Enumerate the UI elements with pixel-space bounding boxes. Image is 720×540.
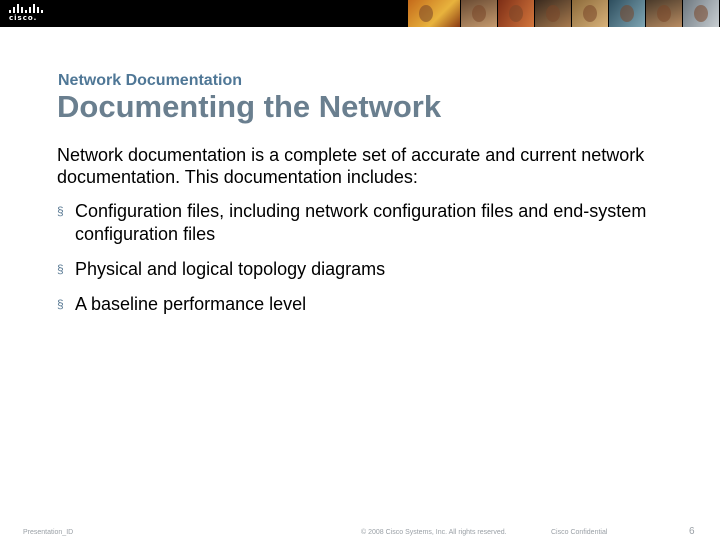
header-photo-4 bbox=[535, 0, 571, 27]
footer-copyright: © 2008 Cisco Systems, Inc. All rights reserved. bbox=[361, 529, 507, 536]
header-photo-strip bbox=[408, 0, 720, 27]
cisco-logo bbox=[9, 4, 43, 24]
bullet-item bbox=[57, 293, 657, 316]
bullet-item bbox=[57, 258, 657, 281]
header-photo-3 bbox=[498, 0, 534, 27]
cisco-logo-bars-icon bbox=[9, 4, 43, 13]
bullet-marker-icon: § bbox=[57, 262, 64, 276]
bullet-item bbox=[57, 200, 657, 246]
section-title: Network Documentation bbox=[58, 72, 243, 89]
bullet-text: Physical and logical topology diagrams bbox=[75, 259, 386, 279]
footer-confidential: Cisco Confidential bbox=[551, 529, 608, 536]
header-photo-6 bbox=[609, 0, 645, 27]
bullet-marker-icon: § bbox=[57, 297, 64, 311]
bullet-list bbox=[57, 200, 657, 328]
intro-paragraph: Network documentation is a complete set of accurate and current network documentation. This documentation includes: bbox=[57, 145, 645, 187]
header-photo-1 bbox=[408, 0, 460, 27]
footer-presentation-id: Presentation_ID bbox=[23, 529, 74, 536]
header-photo-8 bbox=[683, 0, 719, 27]
header-photo-2 bbox=[461, 0, 497, 27]
header-photo-5 bbox=[572, 0, 608, 27]
header-photo-7 bbox=[646, 0, 682, 27]
bullet-marker-icon: § bbox=[57, 204, 64, 218]
top-banner bbox=[0, 0, 720, 27]
cisco-logo-text: cisco. bbox=[9, 14, 38, 22]
bullet-text: A baseline performance level bbox=[75, 294, 307, 314]
slide-title: Documenting the Network bbox=[57, 89, 442, 124]
footer-page-number: 6 bbox=[689, 526, 695, 537]
bullet-text: Configuration files, including network configuration files and end-system configuration files bbox=[75, 201, 647, 244]
